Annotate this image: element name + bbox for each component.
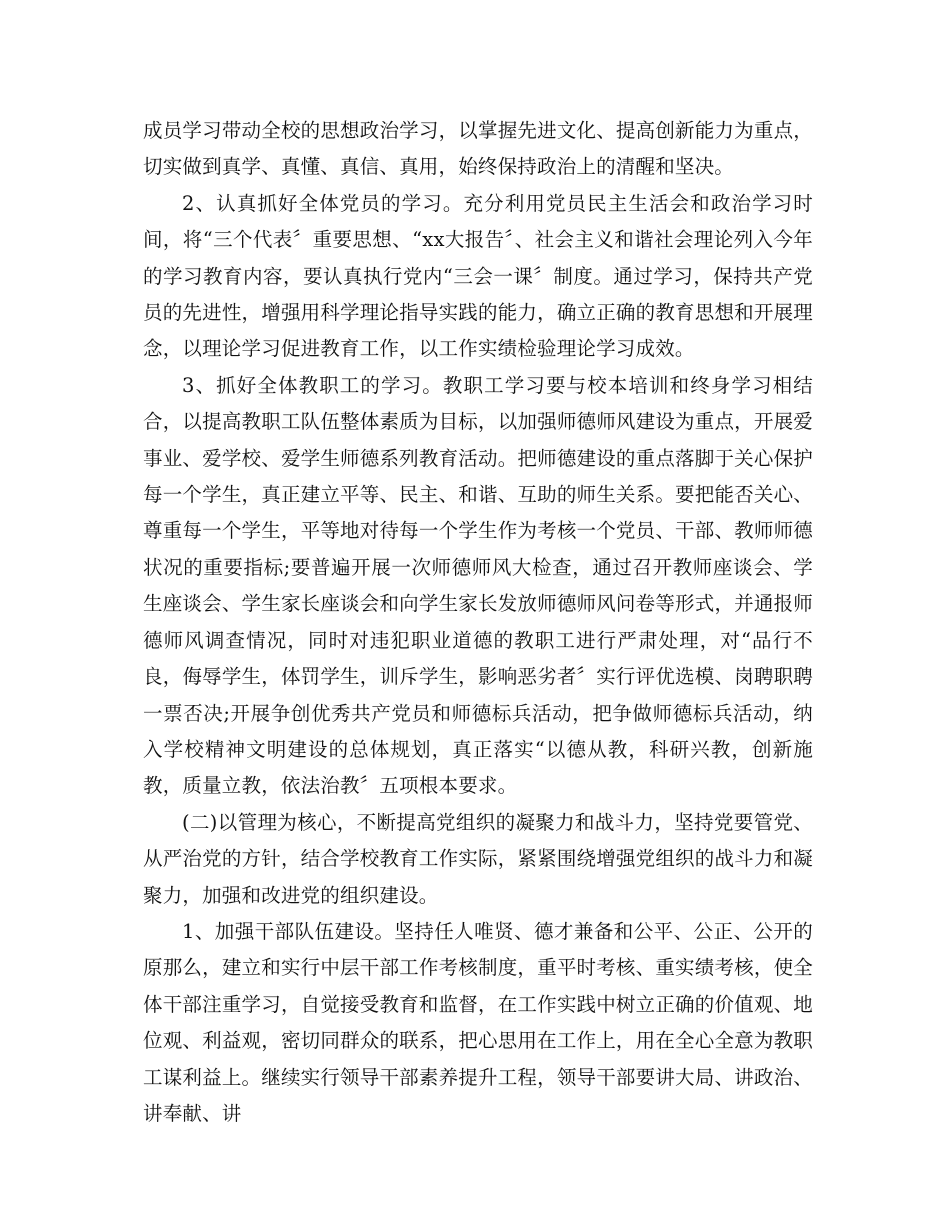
paragraph-continuation: 成员学习带动全校的思想政治学习，以掌握先进文化、提高创新能力为重点，切实做到真学、真懂、真信、真用，始终保持政治上的清醒和坚决。 <box>143 119 813 179</box>
document-body <box>143 113 813 1132</box>
paragraph-party-member-study: 2、认真抓好全体党员的学习。充分利用党员民主生活会和政治学习时间，将“三个代表〞重要思想、“xx大报告〞、社会主义和谐社会理论列入今年的学习教育内容，要认真执行党内“三会一课〞制度。通过学习，保持共产党员的先进性，增强用科学理论指导实践的能力，确立正确的教育思想和开展理念，以理论学习促进教育工作，以工作实绩检验理论学习成效。 <box>143 191 813 361</box>
paragraph-staff-study: 3、抓好全体教职工的学习。教职工学习要与校本培训和终身学习相结合，以提高教职工队伍整体素质为目标，以加强师德师风建设为重点，开展爱事业、爱学校、爱学生师德系列教育活动。把师德建设的重点落脚于关心保护每一个学生，真正建立平等、民主、和谐、互助的师生关系。要把能否关心、尊重每一个学生，平等地对待每一个学生作为考核一个党员、干部、教师师德状况的重要指标;要普遍开展一次师德师风大检查，通过召开教师座谈会、学生座谈会、学生家长座谈会和向学生家长发放师德师风问卷等形式，并通报师德师风调查情况，同时对违犯职业道德的教职工进行严肃处理，对“品行不良，侮辱学生，体罚学生，训斥学生，影响恶劣者〞实行评优选模、岗聘职聘一票否决;开展争创优秀共产党员和师德标兵活动，把争做师德标兵活动，纳入学校精神文明建设的总体规划，真正落实“以德从教，科研兴教，创新施教，质量立教，依法治教〞五项根本要求。 <box>143 373 813 798</box>
paragraph-cadre-building: 1、加强干部队伍建设。坚持任人唯贤、德才兼备和公平、公正、公开的原那么，建立和实行中层干部工作考核制度，重平时考核、重实绩考核，使全体干部注重学习，自觉接受教育和监督，在工作实践中树立正确的价值观、地位观、利益观，密切同群众的联系，把心思用在工作上，用在全心全意为教职工谋利益上。继续实行领导干部素养提升工程，领导干部要讲大局、讲政治、讲奉献、讲 <box>143 919 813 1125</box>
paragraph-management-core: (二)以管理为核心，不断提高党组织的凝聚力和战斗力，坚持党要管党、从严治党的方针，结合学校教育工作实际，紧紧围绕增强党组织的战斗力和凝聚力，加强和改进党的组织建设。 <box>143 810 813 907</box>
